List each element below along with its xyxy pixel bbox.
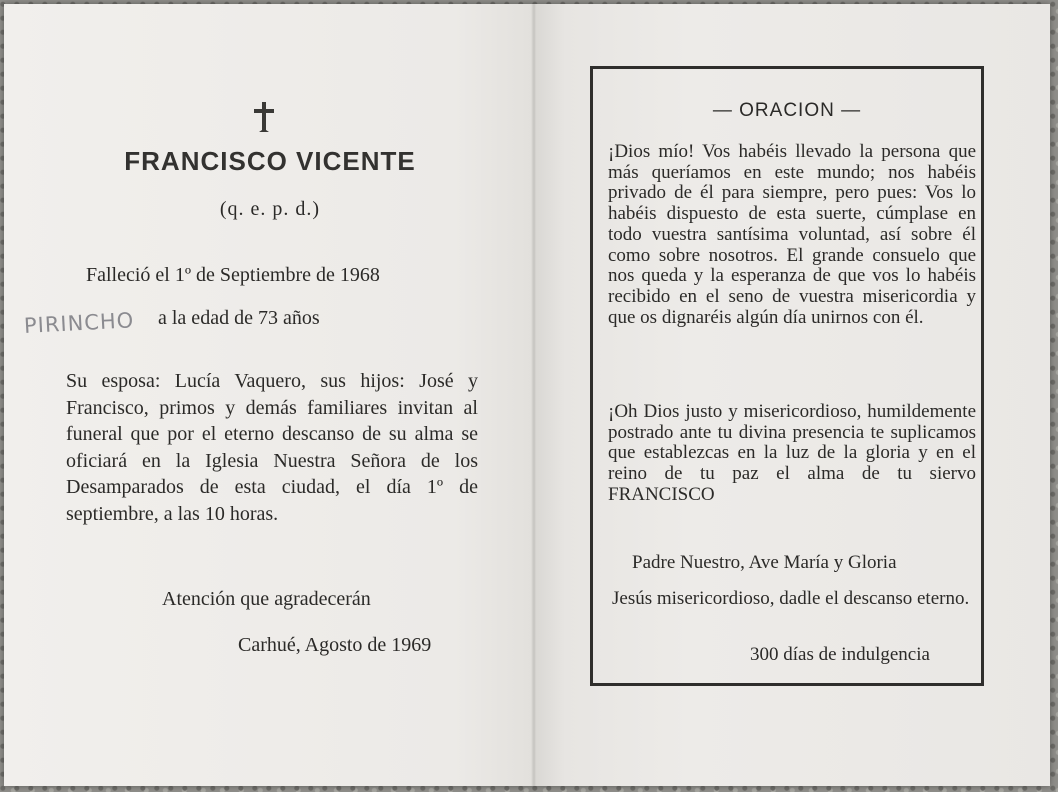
- prayer-paragraph-1: ¡Dios mío! Vos habéis llevado la persona que más queríamos en este mundo; nos habéis privado de él para siempre, pero pues: Vos lo habéis dispuesto de esta suerte, cúmplase en todo vuestra santísima voluntad, así sobre él como sobre nosotros. El grande consuelo que nos queda y la esperanza de que vos lo habéis recibido en el seno de vuestra misericordia y que os dignaréis algún día unirnos con él.: [608, 141, 976, 328]
- deceased-name: FRANCISCO VICENTE: [124, 146, 416, 176]
- indulgence-line: 300 días de indulgencia: [750, 644, 930, 665]
- place-date-line: Carhué, Agosto de 1969: [238, 634, 432, 656]
- cross-icon: [252, 100, 276, 134]
- lords-prayer-line: Padre Nuestro, Ave María y Gloria: [632, 552, 897, 573]
- handwritten-note: PIRINCHO: [23, 308, 135, 338]
- death-date-line: Falleció el 1º de Septiembre de 1968: [86, 264, 380, 286]
- qepd-text: (q. e. p. d.): [219, 198, 321, 220]
- family-announcement: Su esposa: Lucía Vaquero, sus hijos: José y Francisco, primos y demás familiares invitan al funeral que por el eterno descanso de su alma se oficiará en la Iglesia Nuestra Señora de los Desamparados de esta ciudad, el día 1º de septiembre, a las 10 horas.: [66, 370, 478, 525]
- prayer-paragraph-2: ¡Oh Dios justo y misericordioso, humildemente postrado ante tu divina presencia te suplicamos que establezcas en la luz de la gloria y en el reino de tu paz el alma de tu siervo FRANCISCO: [608, 401, 976, 505]
- age-line: a la edad de 73 años: [158, 307, 320, 329]
- card-fold: [531, 4, 536, 786]
- thanks-line: Atención que agradecerán: [162, 588, 371, 610]
- prayer-title: — ORACION —: [712, 100, 862, 121]
- jesus-line: Jesús misericordioso, dadle el descanso eterno.: [612, 588, 970, 609]
